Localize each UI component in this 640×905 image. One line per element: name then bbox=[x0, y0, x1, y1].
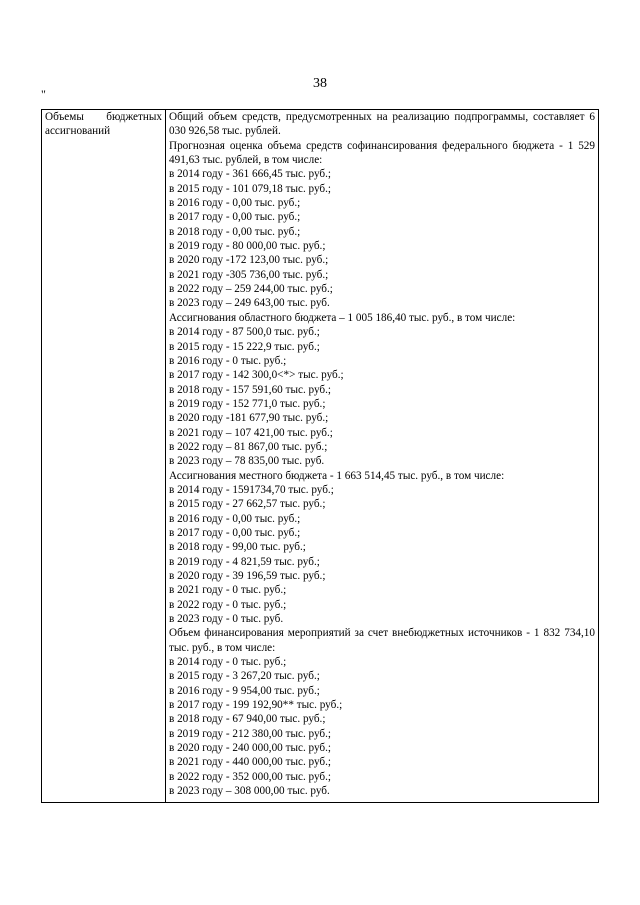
list-item: в 2015 году - 15 222,9 тыс. руб.; bbox=[169, 340, 320, 353]
list-item: в 2016 году - 0 тыс. руб.; bbox=[169, 354, 287, 367]
list-item: в 2022 году – 259 244,00 тыс. руб.; bbox=[169, 283, 333, 296]
list-item: в 2017 году - 0,00 тыс. руб.; bbox=[169, 526, 301, 539]
budget-label: Объемы бюджетных ассигнований bbox=[45, 111, 162, 138]
list-item: в 2021 году – 107 421,00 тыс. руб.; bbox=[169, 426, 333, 439]
table-row bbox=[42, 110, 599, 803]
list-item: в 2014 году - 361 666,45 тыс. руб.; bbox=[169, 168, 332, 181]
list-item: в 2014 году - 1591734,70 тыс. руб.; bbox=[169, 483, 334, 496]
list-item: в 2014 году - 0 тыс. руб.; bbox=[169, 656, 287, 669]
regional-section-header: Ассигнования областного бюджета – 1 005 186,40 тыс. руб., в том числе: bbox=[169, 311, 516, 324]
list-item: в 2018 году - 157 591,60 тыс. руб.; bbox=[169, 383, 332, 396]
list-item: в 2015 году - 101 079,18 тыс. руб.; bbox=[169, 182, 332, 195]
list-item: в 2020 году -172 123,00 тыс. руб.; bbox=[169, 254, 329, 267]
list-item: в 2023 году – 78 835,00 тыс. руб. bbox=[169, 455, 325, 468]
list-item: в 2018 году - 67 940,00 тыс. руб.; bbox=[169, 713, 326, 726]
list-item: в 2020 году - 39 196,59 тыс. руб.; bbox=[169, 570, 326, 582]
budget-content-cell bbox=[166, 110, 599, 803]
list-item: в 2023 году – 308 000,00 тыс. руб. bbox=[169, 785, 330, 798]
local-section-header: Ассигнования местного бюджета - 1 663 514,45 тыс. руб., в том числе: bbox=[169, 469, 505, 482]
list-item: в 2022 году - 0 тыс. руб.; bbox=[169, 598, 287, 611]
list-item: в 2022 году – 81 867,00 тыс. руб.; bbox=[169, 440, 328, 453]
list-item: в 2018 году - 99,00 тыс. руб.; bbox=[169, 541, 306, 554]
list-item: в 2019 году - 4 821,59 тыс. руб.; bbox=[169, 555, 320, 568]
list-item: в 2019 году - 212 380,00 тыс. руб.; bbox=[169, 727, 332, 740]
list-item: в 2021 году -305 736,00 тыс. руб.; bbox=[169, 268, 329, 281]
federal-section-header: Прогнозная оценка объема средств софинансирования федерального бюджета - 1 529 491,63 тыс. рублей, в том числе: bbox=[169, 139, 595, 167]
list-item: в 2021 году - 0 тыс. руб.; bbox=[169, 584, 287, 597]
list-item: в 2017 году - 0,00 тыс. руб.; bbox=[169, 211, 301, 224]
list-item: в 2019 году - 152 771,0 тыс. руб.; bbox=[169, 397, 326, 410]
list-item: в 2022 году - 352 000,00 тыс. руб.; bbox=[169, 770, 332, 783]
list-item: в 2017 году - 142 300,0<*> тыс. руб.; bbox=[169, 369, 344, 382]
list-item: в 2020 году - 240 000,00 тыс. руб.; bbox=[169, 742, 332, 755]
budget-label-cell bbox=[42, 110, 166, 803]
list-item: в 2015 году - 3 267,20 тыс. руб.; bbox=[169, 670, 320, 683]
list-item: в 2021 году - 440 000,00 тыс. руб.; bbox=[169, 756, 332, 769]
list-item: в 2016 году - 0,00 тыс. руб.; bbox=[169, 512, 301, 525]
list-item: в 2020 году -181 677,90 тыс. руб.; bbox=[169, 412, 329, 425]
list-item: в 2016 году - 9 954,00 тыс. руб.; bbox=[169, 684, 320, 697]
list-item: в 2023 году – 249 643,00 тыс. руб. bbox=[169, 297, 330, 310]
extrabudgetary-section-header: Объем финансирования мероприятий за счет внебюджетных источников - 1 832 734,10 тыс. руб., в том числе: bbox=[169, 627, 595, 654]
list-item: в 2019 году - 80 000,00 тыс. руб.; bbox=[169, 240, 326, 253]
list-item: в 2016 году - 0,00 тыс. руб.; bbox=[169, 197, 301, 210]
budget-table bbox=[41, 109, 599, 803]
list-item: в 2017 году - 199 192,90** тыс. руб.; bbox=[169, 699, 343, 712]
list-item: в 2018 году - 0,00 тыс. руб.; bbox=[169, 225, 301, 238]
page-number: 38 bbox=[313, 76, 327, 91]
total-paragraph: Общий объем средств, предусмотренных на реализацию подпрограммы, составляет 6 030 926,58 тыс. рублей. bbox=[169, 111, 595, 138]
list-item: в 2014 году - 87 500,0 тыс. руб.; bbox=[169, 326, 320, 339]
list-item: в 2015 году - 27 662,57 тыс. руб.; bbox=[169, 498, 326, 511]
list-item: в 2023 году - 0 тыс. руб. bbox=[169, 613, 284, 626]
quote-mark: " bbox=[41, 87, 46, 101]
